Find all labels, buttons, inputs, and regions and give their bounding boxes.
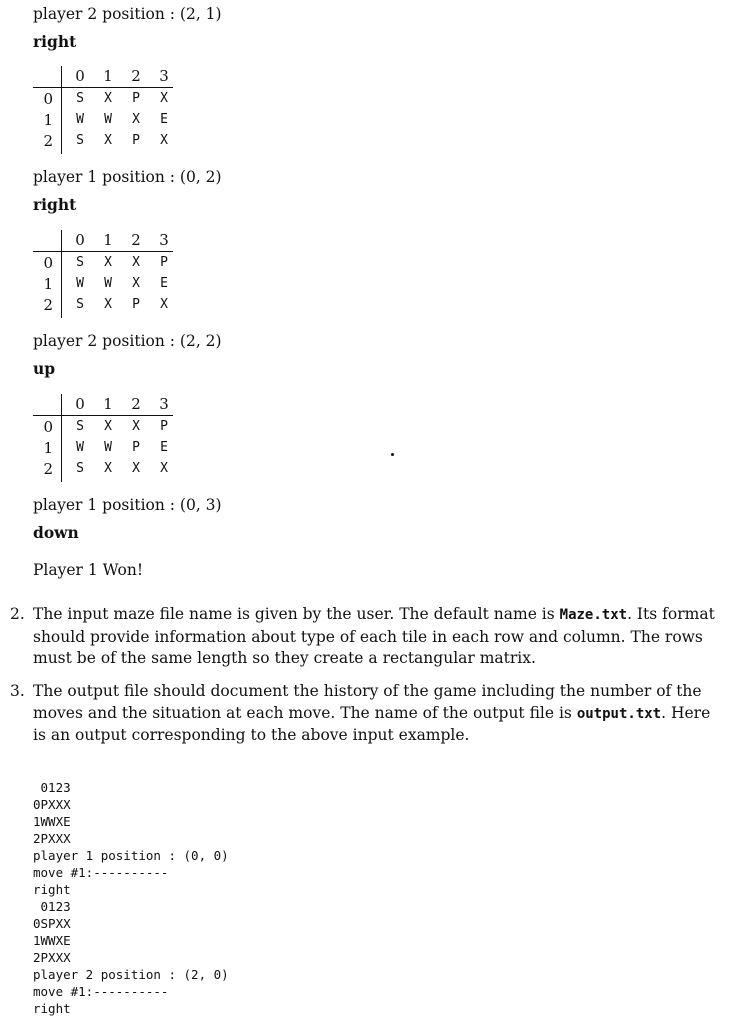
item-3-text-post: . Here is an output corresponding to the above input example. bbox=[33, 703, 711, 744]
grid-cell: X bbox=[160, 91, 168, 106]
grid-vertical-rule bbox=[61, 66, 62, 154]
grid-cell: W bbox=[104, 112, 112, 127]
position-line-3: player 2 position : (2, 2) bbox=[33, 332, 222, 350]
maze-grid-3 bbox=[33, 394, 173, 484]
grid-cell: S bbox=[76, 255, 84, 270]
grid-cell: P bbox=[160, 419, 168, 434]
grid-cell: X bbox=[104, 91, 112, 106]
grid-cell: W bbox=[104, 440, 112, 455]
maze-grid-1 bbox=[33, 66, 173, 156]
grid-cell: X bbox=[132, 461, 140, 476]
item-2-text-pre: The input maze file name is given by the user. The default name is bbox=[33, 605, 560, 623]
grid-cell: X bbox=[160, 133, 168, 148]
grid-cell: X bbox=[132, 112, 140, 127]
item-number-3: 3. bbox=[10, 682, 25, 700]
grid-row-header: 2 bbox=[43, 132, 53, 150]
grid-col-header: 1 bbox=[103, 231, 113, 249]
grid-cell: S bbox=[76, 133, 84, 148]
grid-col-header: 2 bbox=[131, 395, 141, 413]
output-line: player 1 position : (0, 0) bbox=[33, 848, 229, 863]
grid-cell: P bbox=[132, 133, 140, 148]
move-line-2: right bbox=[33, 195, 77, 214]
move-line-3: up bbox=[33, 359, 56, 378]
output-line: 0123 bbox=[33, 899, 71, 914]
output-line: right bbox=[33, 882, 71, 897]
grid-col-header: 1 bbox=[103, 395, 113, 413]
move-line-4: down bbox=[33, 523, 79, 542]
item-number-2: 2. bbox=[10, 605, 25, 623]
position-line-1: player 2 position : (2, 1) bbox=[33, 5, 222, 23]
grid-cell: P bbox=[160, 255, 168, 270]
stray-dot bbox=[391, 453, 394, 456]
grid-row-header: 0 bbox=[43, 90, 53, 108]
maze-filename-code: Maze.txt bbox=[559, 607, 628, 623]
grid-cell: S bbox=[76, 91, 84, 106]
grid-row-header: 1 bbox=[43, 111, 53, 129]
output-line: 2PXXX bbox=[33, 831, 71, 846]
grid-cell: X bbox=[104, 133, 112, 148]
grid-cell: X bbox=[104, 461, 112, 476]
grid-horizontal-rule bbox=[33, 415, 173, 416]
grid-vertical-rule bbox=[61, 394, 62, 482]
grid-cell: W bbox=[76, 276, 84, 291]
grid-cell: X bbox=[132, 419, 140, 434]
grid-row-header: 1 bbox=[43, 439, 53, 457]
grid-cell: S bbox=[76, 419, 84, 434]
grid-col-header: 0 bbox=[75, 67, 85, 85]
grid-cell: X bbox=[104, 419, 112, 434]
output-line: 1WWXE bbox=[33, 933, 71, 948]
item-paragraph-3 bbox=[33, 681, 723, 747]
output-line: 0PXXX bbox=[33, 797, 71, 812]
output-line: player 2 position : (2, 0) bbox=[33, 967, 229, 982]
grid-cell: X bbox=[160, 461, 168, 476]
grid-col-header: 1 bbox=[103, 67, 113, 85]
grid-cell: X bbox=[104, 297, 112, 312]
item-3-text-pre: The output file should document the history of the game including the number of the moves and the situation at each move. The name of the output file is bbox=[33, 682, 702, 722]
grid-cell: P bbox=[132, 91, 140, 106]
move-line-1: right bbox=[33, 32, 77, 51]
grid-cell: E bbox=[160, 276, 168, 291]
output-line: 1WWXE bbox=[33, 814, 71, 829]
grid-cell: X bbox=[104, 255, 112, 270]
grid-row-header: 2 bbox=[43, 460, 53, 478]
grid-cell: E bbox=[160, 440, 168, 455]
grid-cell: W bbox=[76, 112, 84, 127]
output-listing bbox=[33, 779, 229, 1017]
output-line: right bbox=[33, 1001, 71, 1016]
output-line: 0SPXX bbox=[33, 916, 71, 931]
output-line: 2PXXX bbox=[33, 950, 71, 965]
grid-cell: E bbox=[160, 112, 168, 127]
grid-row-header: 0 bbox=[43, 418, 53, 436]
grid-cell: X bbox=[132, 276, 140, 291]
grid-col-header: 3 bbox=[159, 395, 169, 413]
grid-cell: X bbox=[160, 297, 168, 312]
item-2-text-post: . Its format should provide information about type of each tile in each row and column. The rows must be of the same length so they create a rectangular matrix. bbox=[33, 605, 715, 667]
grid-vertical-rule bbox=[61, 230, 62, 318]
grid-col-header: 2 bbox=[131, 67, 141, 85]
grid-col-header: 0 bbox=[75, 395, 85, 413]
grid-col-header: 0 bbox=[75, 231, 85, 249]
grid-row-header: 0 bbox=[43, 254, 53, 272]
output-line: 0123 bbox=[33, 780, 71, 795]
grid-cell: W bbox=[76, 440, 84, 455]
grid-horizontal-rule bbox=[33, 251, 173, 252]
grid-col-header: 2 bbox=[131, 231, 141, 249]
output-filename-code: output.txt bbox=[576, 705, 662, 722]
grid-row-header: 2 bbox=[43, 296, 53, 314]
grid-cell: P bbox=[132, 297, 140, 312]
result-line: Player 1 Won! bbox=[33, 561, 144, 579]
grid-col-header: 3 bbox=[159, 231, 169, 249]
position-line-2: player 1 position : (0, 2) bbox=[33, 168, 222, 186]
grid-horizontal-rule bbox=[33, 87, 173, 88]
grid-row-header: 1 bbox=[43, 275, 53, 293]
output-line: move #1:---------- bbox=[33, 865, 169, 880]
output-line: move #1:---------- bbox=[33, 984, 169, 999]
grid-cell: S bbox=[76, 297, 84, 312]
maze-grid-2 bbox=[33, 230, 173, 320]
grid-cell: X bbox=[132, 255, 140, 270]
grid-col-header: 3 bbox=[159, 67, 169, 85]
grid-cell: W bbox=[104, 276, 112, 291]
grid-cell: S bbox=[76, 461, 84, 476]
item-paragraph-2 bbox=[33, 604, 723, 670]
position-line-4: player 1 position : (0, 3) bbox=[33, 496, 222, 514]
grid-cell: P bbox=[132, 440, 140, 455]
